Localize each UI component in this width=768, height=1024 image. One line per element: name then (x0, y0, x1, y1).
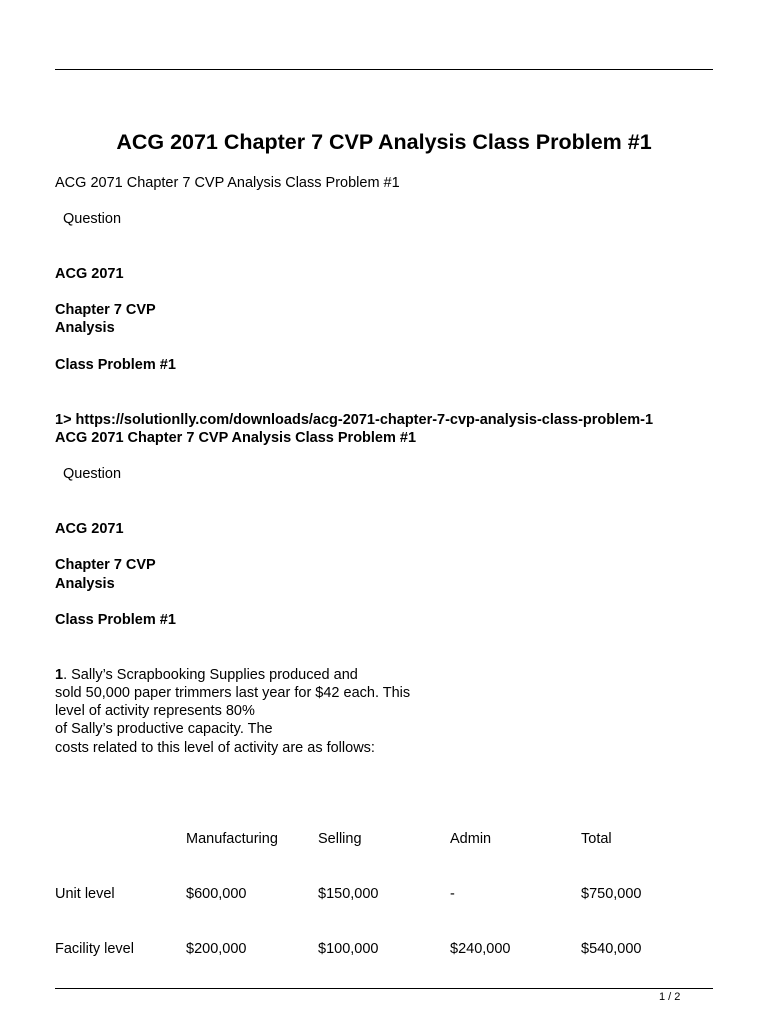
table-cell: $600,000 (186, 886, 247, 902)
page-title: ACG 2071 Chapter 7 CVP Analysis Class Problem #1 (116, 130, 652, 154)
table-cell: Unit level (55, 886, 115, 902)
table-cell: $200,000 (186, 941, 247, 957)
bottom-rule (55, 988, 713, 989)
table-header-cell: Admin (450, 831, 492, 847)
problem-text: . Sally’s Scrapbooking Supplies produced and (63, 667, 358, 683)
subtitle: ACG 2071 Chapter 7 CVP Analysis Class Problem #1 (55, 175, 400, 191)
class-problem-heading: Class Problem #1 (55, 612, 176, 628)
table-cell: Facility level (55, 941, 134, 957)
source-link-title: ACG 2071 Chapter 7 CVP Analysis Class Problem #1 (55, 430, 417, 446)
class-problem-heading: Class Problem #1 (55, 357, 176, 373)
question-label: Question (63, 466, 122, 482)
table-header-cell: Selling (318, 831, 362, 847)
table-header-cell: Total (581, 831, 612, 847)
problem-number: 1 (55, 667, 64, 683)
problem-line-4: of Sally’s productive capacity. The (55, 721, 273, 737)
table-cell: $150,000 (318, 886, 379, 902)
top-rule (55, 69, 713, 70)
course-heading: ACG 2071 (55, 266, 124, 282)
chapter-heading-line1: Chapter 7 CVP (55, 302, 156, 318)
problem-line-3: level of activity represents 80% (55, 703, 255, 719)
table-cell: $750,000 (581, 886, 642, 902)
source-link[interactable]: 1> https://solutionlly.com/downloads/acg-2071-chapter-7-cvp-analysis-class-problem-1 (55, 412, 654, 428)
question-label: Question (63, 211, 122, 227)
table-cell: $240,000 (450, 941, 511, 957)
problem-line-2: sold 50,000 paper trimmers last year for $42 each. This (55, 685, 411, 701)
table-cell: $540,000 (581, 941, 642, 957)
table-cell: $100,000 (318, 941, 379, 957)
course-heading: ACG 2071 (55, 521, 124, 537)
chapter-heading-line1: Chapter 7 CVP (55, 557, 156, 573)
table-header-cell: Manufacturing (186, 831, 278, 847)
table-cell: - (450, 886, 455, 902)
problem-line-1 (55, 666, 358, 684)
chapter-heading-line2: Analysis (55, 320, 115, 336)
page-number: 1 / 2 (659, 991, 681, 1003)
problem-line-5: costs related to this level of activity are as follows: (55, 740, 375, 756)
chapter-heading-line2: Analysis (55, 576, 115, 592)
